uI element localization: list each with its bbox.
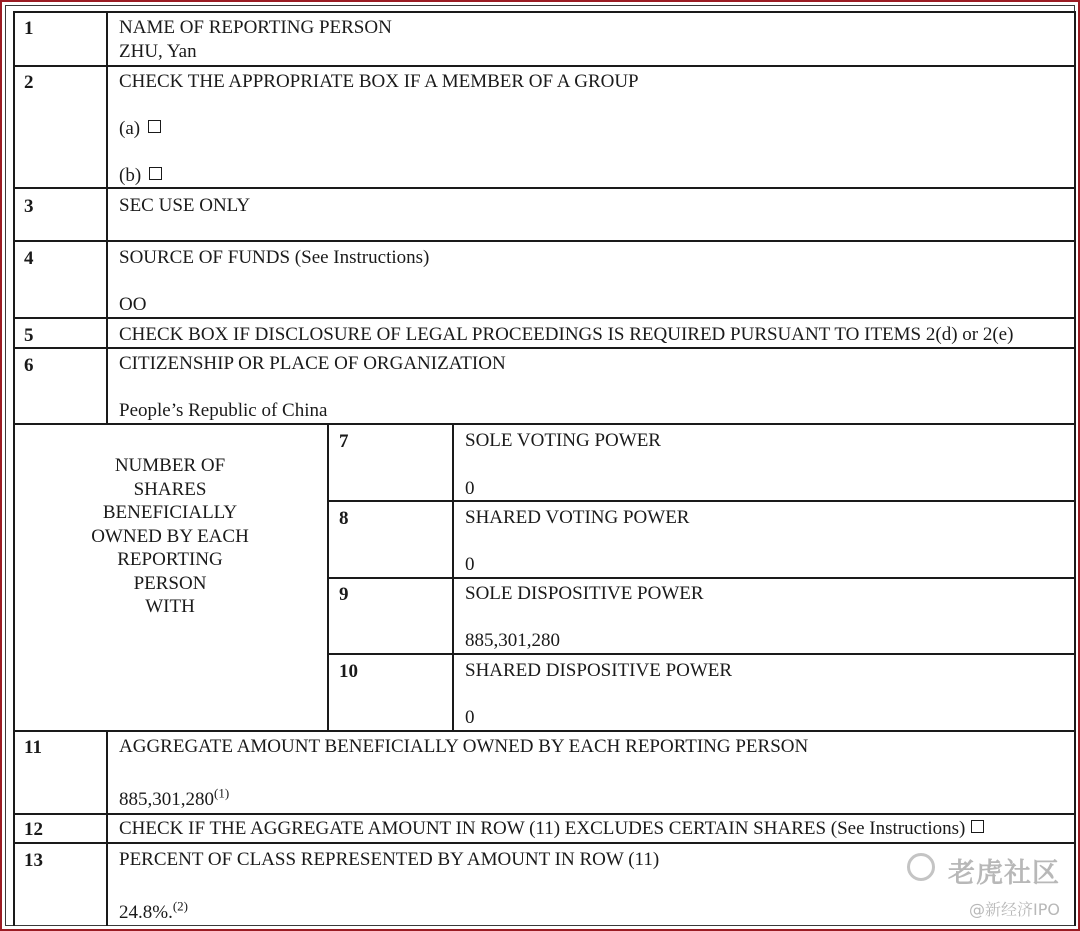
row-7-number: 7 [339, 431, 349, 452]
hline-7 [327, 500, 1076, 502]
vline-shares-mid [452, 423, 454, 732]
row-6-number: 6 [24, 355, 34, 376]
hline-top [13, 11, 1076, 13]
checkbox-12[interactable] [971, 820, 984, 833]
checkbox-b[interactable] [149, 167, 162, 180]
hline-11 [13, 813, 1076, 815]
vline-shares-left [327, 423, 329, 732]
hline-10 [13, 730, 1076, 732]
watermark-main: 老虎社区 [948, 858, 1060, 889]
row-6-title: CITIZENSHIP OR PLACE OF ORGANIZATION [119, 353, 506, 374]
shares-label-line: REPORTING [117, 549, 223, 570]
hline-9 [327, 653, 1076, 655]
row-4-value: OO [119, 294, 147, 315]
hline-4 [13, 317, 1076, 319]
shares-label-line: WITH [145, 596, 195, 617]
row-8-number: 8 [339, 508, 349, 529]
row-13-number: 13 [24, 850, 43, 871]
row-1-value: ZHU, Yan [119, 41, 197, 62]
shares-label [15, 454, 325, 619]
row-11-title: AGGREGATE AMOUNT BENEFICIALLY OWNED BY EACH REPORTING PERSON [119, 736, 809, 757]
row-1-title: NAME OF REPORTING PERSON [119, 17, 392, 38]
watermark-logo-icon [907, 853, 935, 881]
checkbox-a[interactable] [148, 120, 161, 133]
row-12-number: 12 [24, 819, 43, 840]
row-10-number: 10 [339, 661, 358, 682]
row-9-title: SOLE DISPOSITIVE POWER [465, 583, 704, 604]
hline-6 [13, 423, 1076, 425]
row-7-title: SOLE VOTING POWER [465, 430, 661, 451]
hline-12 [13, 842, 1076, 844]
row-4-number: 4 [24, 248, 34, 269]
row-6-value: People’s Republic of China [119, 400, 328, 421]
row-13-value-wrap [119, 898, 188, 924]
row-9-number: 9 [339, 584, 349, 605]
row-4-title: SOURCE OF FUNDS (See Instructions) [119, 247, 430, 268]
group-option-b [119, 165, 162, 187]
vline-num-lower [106, 730, 108, 926]
row-2-number: 2 [24, 72, 34, 93]
row-10-value: 0 [465, 707, 475, 728]
row-11-number: 11 [24, 737, 42, 758]
row-8-value: 0 [465, 554, 475, 575]
row-12-title: CHECK IF THE AGGREGATE AMOUNT IN ROW (11) EXCLUDES CERTAIN SHARES (See Instructions) [119, 818, 966, 839]
footnote-2: (2) [172, 898, 188, 914]
vline-right [1074, 11, 1076, 926]
row-9-value: 885,301,280 [465, 630, 560, 651]
row-3-title: SEC USE ONLY [119, 195, 251, 216]
shares-label-line: SHARES [133, 478, 207, 500]
row-2-title: CHECK THE APPROPRIATE BOX IF A MEMBER OF A GROUP [119, 71, 639, 92]
row-13-title: PERCENT OF CLASS REPRESENTED BY AMOUNT IN ROW (11) [119, 849, 660, 870]
group-option-b-label: (b) [119, 165, 142, 186]
row-5-title: CHECK BOX IF DISCLOSURE OF LEGAL PROCEEDINGS IS REQUIRED PURSUANT TO ITEMS 2(d) or 2(e) [119, 324, 1014, 345]
shares-label-line: BENEFICIALLY [102, 502, 238, 523]
row-10-title: SHARED DISPOSITIVE POWER [465, 660, 733, 681]
row-11-value: 885,301,280 [119, 789, 214, 810]
hline-2 [13, 187, 1076, 189]
shares-label-line: PERSON [133, 572, 207, 594]
hline-8 [327, 577, 1076, 579]
hline-1 [13, 65, 1076, 67]
row-3-number: 3 [24, 196, 34, 217]
hline-3 [13, 240, 1076, 242]
row-11-value-wrap [119, 785, 230, 811]
group-option-a-label: (a) [119, 118, 141, 139]
vline-num-upper [106, 11, 108, 425]
row-13-value: 24.8%. [119, 902, 173, 923]
watermark-sub: @新经济IPO [969, 900, 1060, 919]
row-8-title: SHARED VOTING POWER [465, 507, 690, 528]
group-option-a [119, 118, 161, 140]
row-5-number: 5 [24, 325, 34, 346]
shares-label-line: OWNED BY EACH [91, 525, 249, 547]
row-12-title-wrap [119, 818, 984, 840]
shares-label-line: NUMBER OF [114, 455, 226, 476]
hline-5 [13, 347, 1076, 349]
row-1-number: 1 [24, 18, 34, 39]
footnote-1: (1) [214, 785, 230, 801]
row-7-value: 0 [465, 478, 475, 499]
